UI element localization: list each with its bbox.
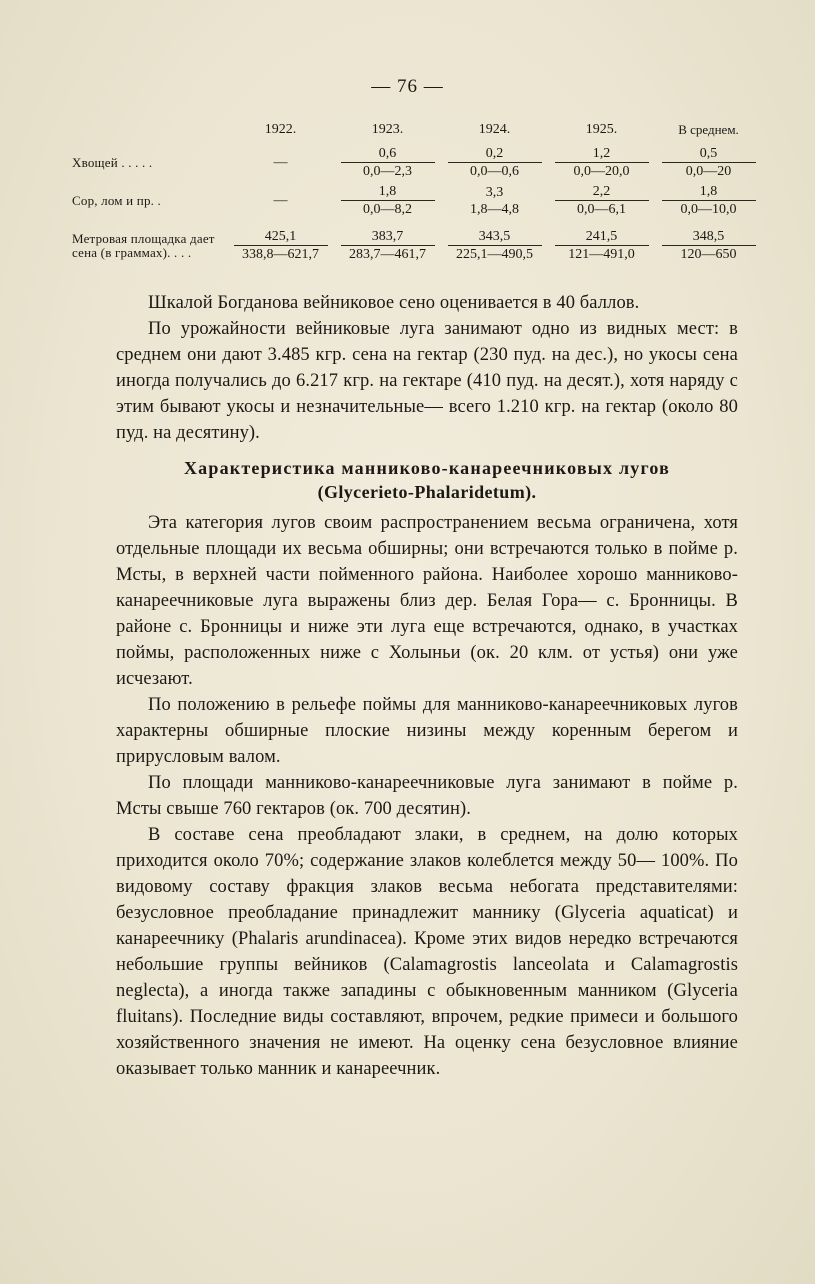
cell-range: 0,0—0,6 xyxy=(448,162,542,179)
table-cell xyxy=(227,144,334,182)
cell-mean: 2,2 xyxy=(592,184,611,199)
paragraph: Эта категория лугов своим распространением весьма ограничена, хотя отдельные площади их весьма обширны; они встречаются только в пойме р. Мсты, в верхней части пойменного района. Наиболее хорошо манниково-канареечниковые луга выражены близ дер. Белая Гора— с. Бронницы. В районе с. Бронницы и ниже эти луга еще встречаются, однако, в участках поймы, расположенных ниже с Холыньи (ок. 20 клм. от устья) они уже исчезают. xyxy=(116,513,738,689)
data-table xyxy=(72,118,762,272)
table-cell xyxy=(655,220,762,272)
table-header: 1925. xyxy=(585,122,618,137)
table-row xyxy=(72,220,762,272)
cell-range: 0,0—20 xyxy=(662,162,756,179)
cell-range: 0,0—8,2 xyxy=(341,200,435,217)
cell-range: 121—491,0 xyxy=(555,245,649,262)
table-cell xyxy=(655,144,762,182)
table-header: В среднем. xyxy=(678,122,739,137)
cell-mean: 1,8 xyxy=(699,184,718,199)
table-cell xyxy=(441,144,548,182)
cell-value: — xyxy=(273,193,288,208)
table-cell xyxy=(548,182,655,220)
row-label: Сор, лом и пр. . xyxy=(72,193,162,208)
table-row xyxy=(72,144,762,182)
cell-mean: 0,2 xyxy=(485,146,504,161)
table-header: 1923. xyxy=(371,122,404,137)
paragraph: По урожайности вейниковые луга занимают одно из видных мест: в среднем они дают 3.485 кгр. сена на гектар (230 пуд. на дес.), но укосы сена иногда получались до 6.217 кгр. на гектаре (410 пуд. на десят.), хотя наряду с этим бывают укосы и незначительные— всего 1.210 кгр. на гектар (около 80 пуд. на десятину). xyxy=(116,319,738,443)
cell-mean: 1,8 xyxy=(378,184,397,199)
cell-mean: 383,7 xyxy=(371,229,404,244)
cell-mean: 3,3 xyxy=(485,184,504,200)
paragraph: В составе сена преобладают злаки, в среднем, на долю которых приходится около 70%; содержание злаков колеблется между 50— 100%. По видовому составу фракция злаков весьма небогата представителями: безусловное преобладание принадлежит маннику (Glyceria aquaticat) и канареечнику (Phalaris arundinacea). Кроме этих видов нередко встречаются небольшие группы вейников (Calamagrostis lanceolata и Calamagrostis neglecta), а иногда также западины с обыкновенным манником (Glyceria fluitans). Последние виды составляют, впрочем, редкие примеси и большого хозяйственного значения не имеют. На оценку сена безусловное влияние оказывает только манник и канареечник. xyxy=(116,825,738,1079)
cell-mean: 343,5 xyxy=(478,229,511,244)
table-row xyxy=(72,182,762,220)
cell-range: 0,0—2,3 xyxy=(341,162,435,179)
cell-mean: 1,2 xyxy=(592,146,611,161)
table-header-row xyxy=(72,118,762,144)
table-cell xyxy=(334,144,441,182)
table-cell xyxy=(655,182,762,220)
row-label: Хвощей . . . . . xyxy=(72,155,153,170)
table-cell xyxy=(441,182,548,220)
table-cell xyxy=(334,182,441,220)
table-header: 1922. xyxy=(264,122,297,137)
table-header: 1924. xyxy=(478,122,511,137)
paragraph: Шкалой Богданова вейниковое сено оценивается в 40 баллов. xyxy=(148,293,640,313)
cell-range: 283,7—461,7 xyxy=(341,245,435,262)
page-number: — 76 — xyxy=(371,76,444,97)
cell-mean: 241,5 xyxy=(585,229,618,244)
table-cell xyxy=(548,220,655,272)
cell-value: — xyxy=(273,155,288,170)
paragraph: По положению в рельефе поймы для манниково-канареечниковых лугов характерны обширные плоские низины между коренным берегом и прирусловым валом. xyxy=(116,695,738,767)
row-label: Метровая площадка дает сена (в граммах). . . . xyxy=(72,231,215,260)
cell-range: 0,0—6,1 xyxy=(555,200,649,217)
paragraph: По площади манниково-канареечниковые луга занимают в пойме р. Мсты свыше 760 гектаров (ок. 700 десятин). xyxy=(116,773,738,819)
cell-mean: 348,5 xyxy=(692,229,725,244)
table-cell xyxy=(227,182,334,220)
table-header-corner xyxy=(72,118,227,144)
table-cell xyxy=(548,144,655,182)
table-cell xyxy=(227,220,334,272)
section-title: Характеристика манниково-канареечниковых лугов xyxy=(183,458,671,478)
cell-range: 120—650 xyxy=(662,245,756,262)
cell-range: 0,0—20,0 xyxy=(555,162,649,179)
section-latin-title: (Glycerieto-Phalaridetum). xyxy=(317,482,537,502)
cell-range: 225,1—490,5 xyxy=(448,245,542,262)
body-text xyxy=(116,290,738,1082)
cell-mean: 0,5 xyxy=(699,146,718,161)
table-cell xyxy=(441,220,548,272)
cell-mean: 425,1 xyxy=(264,229,297,244)
section-heading xyxy=(116,456,738,504)
cell-mean: 0,6 xyxy=(378,146,397,161)
cell-range: 338,8—621,7 xyxy=(234,245,328,262)
table-cell xyxy=(334,220,441,272)
cell-range: 1,8—4,8 xyxy=(470,201,519,217)
cell-range: 0,0—10,0 xyxy=(662,200,756,217)
